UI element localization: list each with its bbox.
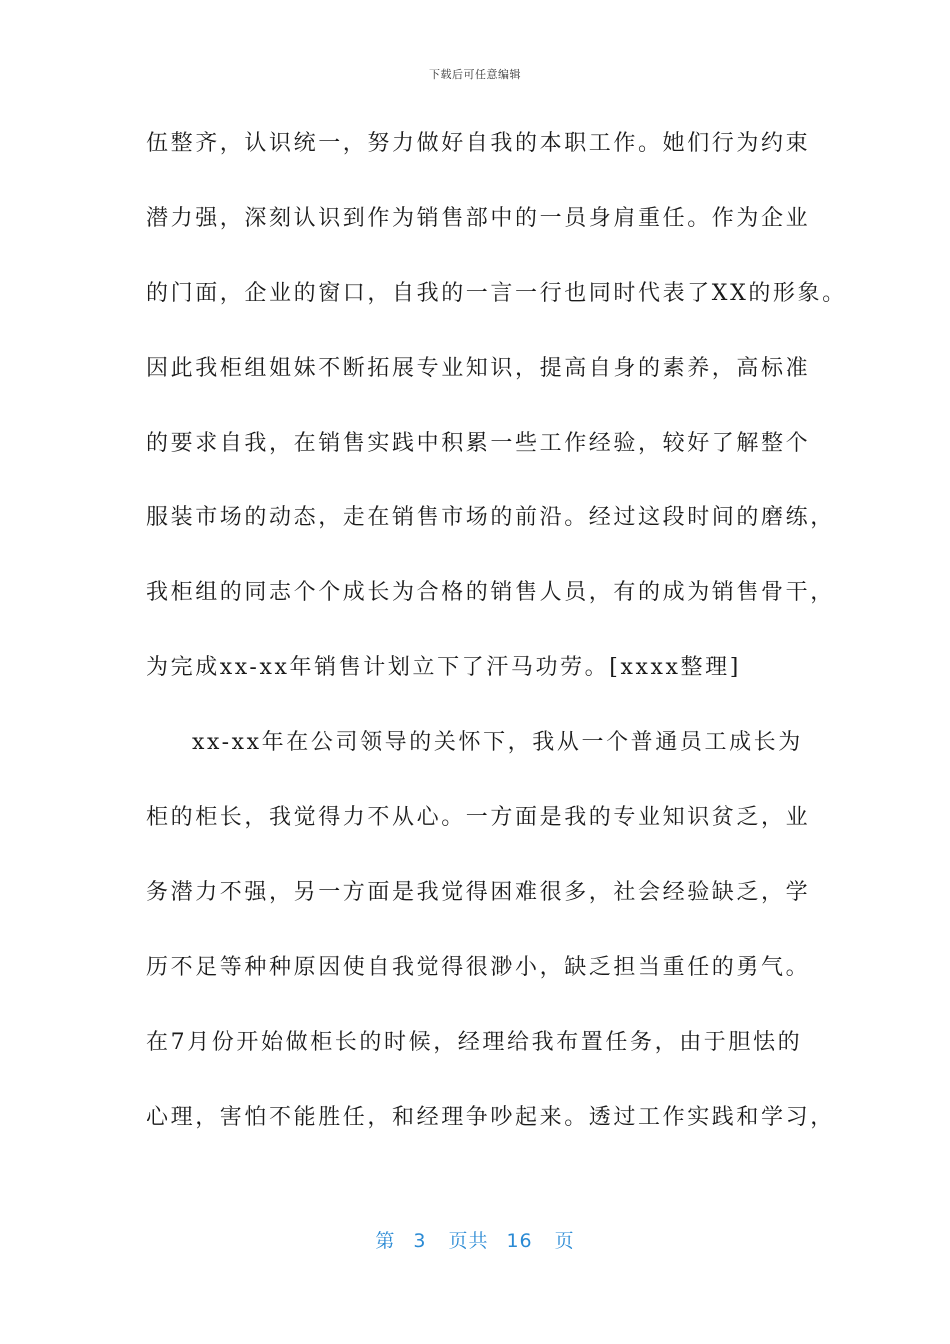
page-footer (0, 1226, 950, 1253)
text-line: 历不足等种种原因使自我觉得很渺小，缺乏担当重任的勇气。 (146, 954, 811, 980)
text-line: 务潜力不强，另一方面是我觉得困难很多，社会经验缺乏，学 (146, 879, 811, 905)
header-note: 下载后可任意编辑 (429, 68, 521, 81)
text-line: 因此我柜组姐妹不断拓展专业知识，提高自身的素养，高标准 (146, 355, 811, 381)
total-pages-number: 16 (506, 1230, 533, 1252)
footer-label-of: 页共 (448, 1230, 489, 1252)
text-line: 心理，害怕不能胜任，和经理争吵起来。透过工作实践和学习， (146, 1104, 835, 1130)
document-body (146, 127, 847, 1175)
current-page-number: 3 (413, 1230, 427, 1252)
text-line-paragraph-start: xx-xx年在公司领导的关怀下，我从一个普通员工成长为 (192, 730, 803, 756)
text-line: 在7月份开始做柜长的时候，经理给我布置任务，由于胆怯的 (146, 1029, 803, 1055)
text-line: 柜的柜长，我觉得力不从心。一方面是我的专业知识贫乏，业 (146, 805, 811, 831)
text-line: 我柜组的同志个个成长为合格的销售人员，有的成为销售骨干， (146, 580, 835, 606)
text-line: 伍整齐，认识统一，努力做好自我的本职工作。她们行为约束 (146, 131, 811, 156)
text-line: 潜力强，深刻认识到作为销售部中的一员身肩重任。作为企业 (146, 205, 811, 231)
text-line: 的门面，企业的窗口，自我的一言一行也同时代表了XX的形象。 (146, 280, 847, 306)
footer-label-end: 页 (554, 1230, 575, 1252)
text-line: 为完成xx-xx年销售计划立下了汗马功劳。[xxxx整理] (146, 655, 741, 681)
text-line: 的要求自我，在销售实践中积累一些工作经验，较好了解整个 (146, 430, 811, 456)
footer-label-page: 第 (375, 1230, 396, 1252)
text-line: 服装市场的动态，走在销售市场的前沿。经过这段时间的磨练， (146, 505, 835, 531)
